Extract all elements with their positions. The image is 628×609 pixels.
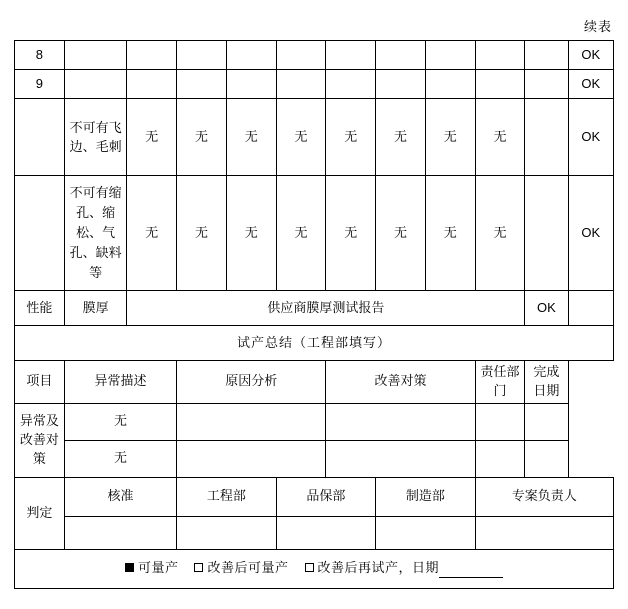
signer-approve: 核准 [64, 477, 176, 516]
option-label: 可量产 [137, 560, 179, 576]
date-blank-field[interactable] [439, 565, 503, 578]
performance-report: 供应商膜厚测试报告 [127, 291, 525, 326]
cell-empty [177, 41, 227, 70]
cell-empty [525, 176, 568, 291]
option-label: 改善后再试产，日期 [317, 560, 440, 576]
shrink-value: 无 [177, 176, 227, 291]
cell-empty [127, 70, 177, 99]
header-project: 项目 [15, 361, 65, 404]
signer-manufacturing: 制造部 [376, 477, 475, 516]
cell-empty [276, 41, 326, 70]
signature-cell [177, 516, 276, 549]
table-row-performance [15, 291, 614, 326]
continued-label: 续表 [583, 19, 612, 34]
burr-value: 无 [226, 99, 276, 176]
signers-header-row [15, 477, 614, 516]
cell-empty [425, 41, 475, 70]
due-date [525, 440, 568, 477]
cell-empty [15, 176, 65, 291]
cell-empty [276, 70, 326, 99]
checkbox-empty-icon[interactable] [305, 563, 314, 572]
judgement-options [15, 549, 614, 588]
table-row-shrink [15, 176, 614, 291]
performance-category: 性能 [15, 291, 65, 326]
cell-empty [127, 41, 177, 70]
header-improvement: 改善对策 [326, 361, 475, 404]
table-row [15, 70, 614, 99]
cell-empty [326, 70, 376, 99]
header-department: 责任部门 [475, 361, 525, 404]
cell-empty [226, 70, 276, 99]
row-result: OK [568, 70, 613, 99]
cell-empty [475, 41, 525, 70]
option-label: 改善后可量产 [207, 560, 289, 576]
shrink-value: 无 [127, 176, 177, 291]
shrink-value: 无 [376, 176, 426, 291]
improvement [326, 403, 475, 440]
header-cause-analysis: 原因分析 [177, 361, 326, 404]
cell-empty [525, 99, 568, 176]
shrink-value: 无 [276, 176, 326, 291]
cell-empty [15, 99, 65, 176]
abnormal-row [15, 403, 614, 440]
signature-blank-row [15, 516, 614, 549]
department [475, 440, 525, 477]
abnormal-desc: 无 [64, 440, 176, 477]
summary-title: 试产总结（工程部填写） [15, 326, 614, 361]
signature-cell [475, 516, 613, 549]
cell-empty [376, 70, 426, 99]
burr-value: 无 [177, 99, 227, 176]
checkbox-empty-icon[interactable] [194, 563, 203, 572]
department [475, 403, 525, 440]
signer-project-owner: 专案负责人 [475, 477, 613, 516]
shrink-value: 无 [475, 176, 525, 291]
signature-cell [276, 516, 375, 549]
checkbox-filled-icon[interactable] [125, 563, 134, 572]
improvement [326, 440, 475, 477]
shrink-value: 无 [226, 176, 276, 291]
summary-title-row [15, 326, 614, 361]
burr-value: 无 [276, 99, 326, 176]
cell-empty [326, 41, 376, 70]
shrink-value: 无 [326, 176, 376, 291]
performance-result: OK [525, 291, 568, 326]
shrink-value: 无 [425, 176, 475, 291]
cell-empty [475, 70, 525, 99]
signer-engineering: 工程部 [177, 477, 276, 516]
abnormal-side-label: 异常及改善对策 [15, 403, 65, 477]
summary-header-row [15, 361, 614, 404]
burr-value: 无 [127, 99, 177, 176]
burr-value: 无 [376, 99, 426, 176]
cell-empty [525, 70, 568, 99]
signer-qa: 品保部 [276, 477, 375, 516]
table-row [15, 41, 614, 70]
judgement-label: 判定 [15, 477, 65, 549]
burr-label: 不可有飞边、毛刺 [64, 99, 127, 176]
burr-value: 无 [425, 99, 475, 176]
performance-item: 膜厚 [64, 291, 127, 326]
abnormal-desc: 无 [64, 403, 176, 440]
abnormal-row [15, 440, 614, 477]
option-improve-then-retrial[interactable] [305, 559, 504, 578]
cell-empty [568, 291, 613, 326]
row-result: OK [568, 41, 613, 70]
header-due-date: 完成日期 [525, 361, 568, 404]
due-date [525, 403, 568, 440]
signature-cell [64, 516, 176, 549]
burr-result: OK [568, 99, 613, 176]
cell-empty [64, 70, 127, 99]
cell-empty [376, 41, 426, 70]
judgement-options-row [15, 549, 614, 588]
header-abnormal-desc: 异常描述 [64, 361, 176, 404]
shrink-result: OK [568, 176, 613, 291]
option-mass-production[interactable] [125, 559, 179, 578]
signature-cell [376, 516, 475, 549]
burr-value: 无 [475, 99, 525, 176]
cell-empty [525, 41, 568, 70]
cell-empty [177, 70, 227, 99]
cell-empty [64, 41, 127, 70]
cell-empty [226, 41, 276, 70]
inspection-table [14, 40, 614, 589]
shrink-label: 不可有缩孔、缩松、气孔、缺料等 [64, 176, 127, 291]
cause-analysis [177, 440, 326, 477]
burr-value: 无 [326, 99, 376, 176]
row-index: 9 [15, 70, 65, 99]
option-improve-then-produce[interactable] [194, 559, 288, 578]
cell-empty [425, 70, 475, 99]
cause-analysis [177, 403, 326, 440]
row-index: 8 [15, 41, 65, 70]
table-row-burr [15, 99, 614, 176]
